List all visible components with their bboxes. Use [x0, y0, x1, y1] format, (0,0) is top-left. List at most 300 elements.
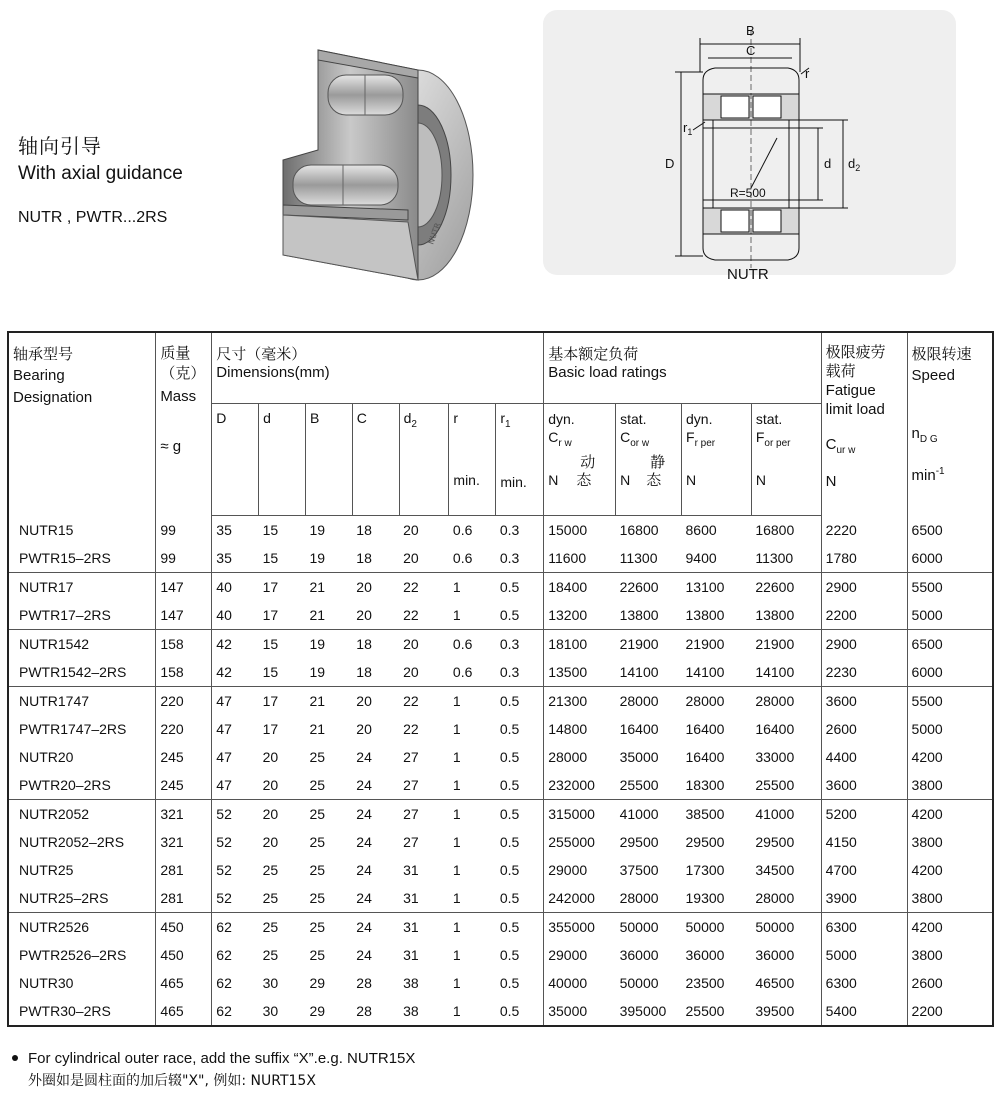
cell-d2: 31: [403, 890, 419, 906]
cell-mass: 465: [156, 997, 212, 1026]
cell-b: 25: [309, 777, 326, 793]
cell-d: 52: [212, 856, 259, 884]
cell-ndg: 3800: [907, 771, 993, 800]
cell-frper: 13100: [682, 573, 752, 602]
table-row: [8, 828, 993, 856]
table-row: [8, 743, 993, 771]
cell-crw: 11600: [544, 544, 616, 573]
cell-mass: 220: [156, 687, 212, 716]
col-d: d: [259, 404, 306, 516]
cell-d2: 22: [399, 573, 449, 602]
fatigue-header: 极限疲劳 载荷 Fatigue limit load $C_{ur w}$ N: [821, 332, 907, 516]
cell-r1: 0.5: [499, 862, 520, 878]
cell-c: 18: [356, 522, 372, 538]
cell-designation: NUTR1542: [8, 630, 156, 659]
cell-d: 47: [212, 715, 259, 743]
cell-corw: 35000: [619, 749, 659, 765]
cell-designation: NUTR1747: [8, 687, 156, 716]
cell-curw: 3600: [821, 771, 907, 800]
cell-c: 20: [352, 687, 399, 716]
cell-designation: NUTR17: [8, 573, 156, 602]
cell-forper: 36000: [755, 947, 795, 963]
col-Forper: stat. $F_{or per}$ N: [751, 404, 821, 516]
cell-r1: 0.5: [499, 607, 520, 623]
cell-designation: NUTR25–2RS: [19, 890, 109, 906]
cell-corw: 50000: [619, 975, 659, 991]
cell-d2: 22: [403, 607, 419, 623]
label-C: C: [746, 43, 756, 58]
photo-marking: NUTR: [426, 221, 443, 246]
cell-r: 1: [452, 890, 461, 906]
col-D: D: [212, 404, 259, 516]
cell-curw: 1780: [821, 544, 907, 573]
cell-forper: 14100: [755, 664, 795, 680]
cell-r: 1: [452, 721, 461, 737]
cell-crw: 232000: [544, 771, 616, 800]
cell-d2: 27: [403, 834, 419, 850]
cell-r: 1: [449, 913, 496, 942]
cell-d: 17: [259, 573, 306, 602]
cell-d: 15: [262, 522, 279, 538]
cell-r1: 0.5: [496, 913, 544, 942]
cell-r1: 0.5: [499, 749, 520, 765]
cell-c: 24: [356, 777, 372, 793]
cell-designation: NUTR30: [19, 975, 74, 991]
cell-r: 1: [452, 607, 461, 623]
cell-d2: 20: [403, 522, 419, 538]
cell-curw: 6300: [821, 969, 907, 997]
label-r: r: [805, 66, 810, 81]
table-row: [8, 800, 993, 829]
cell-mass: 465: [156, 969, 212, 997]
cell-d: 25: [259, 913, 306, 942]
cell-forper: 11300: [755, 550, 794, 566]
cell-b: 19: [305, 630, 352, 659]
cell-designation: NUTR2052: [8, 800, 156, 829]
cell-b: 21: [305, 687, 352, 716]
cell-c: 24: [356, 834, 372, 850]
cell-forper: 13800: [755, 607, 795, 623]
label-D: D: [665, 156, 675, 171]
cell-ndg: 4200: [907, 743, 993, 771]
cell-d: 62: [212, 997, 259, 1026]
label-d2: $d_2$: [848, 156, 861, 173]
cell-forper: 25500: [755, 777, 795, 793]
cell-designation: NUTR20: [19, 749, 74, 765]
cell-corw: 50000: [616, 913, 682, 942]
label-R500: R=500: [730, 186, 766, 200]
cell-r1: 0.5: [499, 1003, 520, 1019]
cell-forper: 28000: [755, 890, 795, 906]
cell-r: 1: [452, 975, 461, 991]
cell-mass: 321: [156, 828, 212, 856]
cell-c: 28: [356, 1003, 372, 1019]
cell-corw: 41000: [616, 800, 682, 829]
cell-r1: 0.5: [499, 721, 520, 737]
cell-d: 52: [212, 884, 259, 913]
cell-d2: 22: [399, 687, 449, 716]
cell-d: 15: [262, 550, 279, 566]
cell-forper: 28000: [751, 687, 821, 716]
cell-b: 25: [309, 890, 326, 906]
cell-b: 25: [309, 749, 326, 765]
cell-mass: 281: [156, 884, 212, 913]
table-row: [8, 658, 993, 687]
cell-b: 25: [309, 834, 326, 850]
cell-r: 1: [449, 687, 496, 716]
cell-frper: 16400: [685, 721, 725, 737]
cell-frper: 23500: [685, 975, 725, 991]
cell-mass: 158: [156, 630, 212, 659]
table-row: [8, 997, 993, 1026]
cell-curw: 3900: [821, 884, 907, 913]
cell-corw: 395000: [619, 1003, 667, 1019]
cell-designation: PWTR17–2RS: [19, 607, 111, 623]
cell-ndg: 4200: [907, 856, 993, 884]
cell-frper: 16400: [685, 749, 725, 765]
designation-header: 轴承型号 Bearing Designation: [13, 345, 93, 406]
cell-ndg: 6000: [907, 544, 993, 573]
cell-ndg: 6500: [907, 630, 993, 659]
cell-mass: 220: [156, 715, 212, 743]
cell-d: 17: [262, 721, 279, 737]
cell-curw: 2900: [821, 630, 907, 659]
cell-c: 24: [352, 913, 399, 942]
cell-r: 1: [452, 749, 461, 765]
cell-corw: 28000: [619, 890, 659, 906]
cell-crw: 242000: [544, 884, 616, 913]
cell-crw: 29000: [544, 941, 616, 969]
col-d2: $d_2$: [399, 404, 449, 516]
footnote: [10, 1048, 415, 1092]
table-row: [8, 913, 993, 942]
cell-d: 20: [262, 749, 279, 765]
cell-curw: 2220: [821, 516, 907, 545]
cell-designation: PWTR1747–2RS: [19, 721, 127, 737]
cell-d2: 20: [403, 664, 419, 680]
title-en: With axial guidance: [18, 163, 183, 184]
cell-mass: 99: [156, 516, 212, 545]
cell-c: 18: [356, 664, 372, 680]
cell-ndg: 3800: [907, 828, 993, 856]
cell-designation: PWTR1542–2RS: [19, 664, 127, 680]
cell-crw: 13500: [544, 658, 616, 687]
cell-r: 0.6: [452, 522, 473, 538]
cell-b: 25: [309, 862, 326, 878]
cell-d: 15: [259, 630, 306, 659]
cell-curw: 2600: [821, 715, 907, 743]
cell-forper: 16800: [755, 522, 795, 538]
cell-forper: 16400: [755, 721, 795, 737]
cell-curw: 3600: [821, 687, 907, 716]
cell-corw: 37500: [619, 862, 659, 878]
cell-r1: 0.5: [496, 687, 544, 716]
cell-b: 25: [309, 947, 326, 963]
cell-d: 35: [212, 516, 259, 545]
table-row: [8, 941, 993, 969]
cell-r1: 0.5: [499, 975, 520, 991]
cell-mass: 147: [156, 573, 212, 602]
cell-d: 62: [212, 941, 259, 969]
cell-designation: PWTR20–2RS: [19, 777, 111, 793]
cell-c: 24: [356, 890, 372, 906]
cell-corw: 28000: [616, 687, 682, 716]
cell-r: 1: [452, 777, 461, 793]
cell-forper: 50000: [751, 913, 821, 942]
cell-d2: 31: [399, 913, 449, 942]
mass-header: 质量 （克） Mass ≈ g: [156, 332, 212, 516]
cell-r: 0.6: [449, 630, 496, 659]
cell-r1: 0.5: [499, 947, 520, 963]
bullet-icon: [12, 1055, 18, 1061]
cell-c: 20: [356, 607, 372, 623]
cell-corw: 14100: [619, 664, 659, 680]
cell-mass: 158: [156, 658, 212, 687]
cell-d2: 27: [403, 749, 419, 765]
cell-mass: 147: [156, 601, 212, 630]
cell-curw: 5000: [821, 941, 907, 969]
drawing-caption: NUTR: [727, 266, 769, 283]
cell-d: 52: [212, 800, 259, 829]
table-row: [8, 856, 993, 884]
cell-d: 42: [212, 658, 259, 687]
cell-d: 17: [262, 607, 279, 623]
cell-forper: 33000: [755, 749, 795, 765]
cell-crw: 21300: [544, 687, 616, 716]
cell-d: 15: [262, 664, 279, 680]
col-B: B: [305, 404, 352, 516]
col-C: C: [352, 404, 399, 516]
cell-r1: 0.5: [499, 777, 520, 793]
header-row-1: [8, 332, 993, 404]
cell-crw: 18100: [544, 630, 616, 659]
cell-b: 21: [309, 607, 326, 623]
cell-corw: 22600: [616, 573, 682, 602]
cell-forper: 34500: [755, 862, 795, 878]
cell-designation: NUTR2526: [8, 913, 156, 942]
col-Corw: stat. $C_{or w}$ 静 N 态: [616, 404, 682, 516]
cell-d2: 20: [403, 550, 419, 566]
note-en: For cylindrical outer race, add the suffix “X”.e.g. NUTR15X: [28, 1050, 416, 1067]
table-row: [8, 687, 993, 716]
cell-designation: NUTR2052–2RS: [19, 834, 125, 850]
cell-crw: 18400: [544, 573, 616, 602]
cell-ndg: 3800: [907, 941, 993, 969]
cell-corw: 16800: [619, 522, 659, 538]
cell-b: 19: [309, 664, 326, 680]
cell-crw: 13200: [544, 601, 616, 630]
cell-d: 20: [259, 800, 306, 829]
cell-curw: 5400: [821, 997, 907, 1026]
cell-d2: 31: [403, 947, 419, 963]
cell-ndg: 5000: [907, 601, 993, 630]
cell-ndg: 3800: [907, 884, 993, 913]
cell-ndg: 2200: [907, 997, 993, 1026]
cell-forper: 29500: [755, 834, 795, 850]
cell-curw: 2900: [821, 573, 907, 602]
cell-d: 47: [212, 771, 259, 800]
table-row: [8, 573, 993, 602]
cell-mass: 99: [156, 544, 212, 573]
label-r1: $r_1$: [683, 120, 693, 137]
cell-corw: 16400: [619, 721, 659, 737]
cell-r: 1: [449, 800, 496, 829]
title-cn: 轴向引导: [18, 134, 102, 158]
table-row: [8, 771, 993, 800]
cell-ndg: 4200: [907, 913, 993, 942]
cell-mass: 450: [156, 941, 212, 969]
cell-corw: 21900: [616, 630, 682, 659]
cell-r1: 0.3: [499, 550, 520, 566]
cell-crw: 14800: [544, 715, 616, 743]
table-row: [8, 516, 993, 545]
bearing-cutaway-illustration: [268, 40, 478, 290]
cell-designation: PWTR2526–2RS: [19, 947, 127, 963]
cell-crw: 315000: [544, 800, 616, 829]
cell-r: 1: [452, 834, 461, 850]
cell-c: 28: [356, 975, 372, 991]
cell-c: 20: [352, 573, 399, 602]
cell-frper: 21900: [682, 630, 752, 659]
cell-r: 1: [452, 862, 461, 878]
cell-mass: 245: [156, 743, 212, 771]
cell-r: 1: [449, 573, 496, 602]
col-r: r min.: [449, 404, 496, 516]
cell-d2: 38: [403, 975, 419, 991]
cell-b: 21: [305, 573, 352, 602]
cell-designation: NUTR25: [19, 862, 74, 878]
cell-crw: 40000: [544, 969, 616, 997]
cell-forper: 39500: [755, 1003, 795, 1019]
cell-d: 30: [262, 1003, 279, 1019]
cell-d: 25: [262, 862, 279, 878]
cell-d: 17: [259, 687, 306, 716]
cell-ndg: 5500: [907, 687, 993, 716]
cell-d: 40: [212, 601, 259, 630]
cell-crw: 29000: [544, 856, 616, 884]
cell-crw: 35000: [544, 997, 616, 1026]
cell-crw: 15000: [544, 516, 616, 545]
cell-r: 0.6: [452, 664, 473, 680]
table-row: [8, 601, 993, 630]
cell-corw: 13800: [619, 607, 659, 623]
cell-c: 24: [352, 800, 399, 829]
bearing-spec-table: [7, 331, 994, 1027]
cell-ndg: 5000: [907, 715, 993, 743]
cell-mass: 245: [156, 771, 212, 800]
cell-d2: 22: [403, 721, 419, 737]
cell-b: 25: [305, 913, 352, 942]
cell-frper: 19300: [685, 890, 725, 906]
cell-corw: 29500: [619, 834, 659, 850]
cell-curw: 2230: [821, 658, 907, 687]
type-list: NUTR , PWTR...2RS: [18, 209, 168, 226]
cell-mass: 450: [156, 913, 212, 942]
cell-mass: 321: [156, 800, 212, 829]
cell-crw: 28000: [544, 743, 616, 771]
table-row: [8, 884, 993, 913]
cell-r1: 0.5: [499, 834, 520, 850]
cell-b: 25: [305, 800, 352, 829]
cell-d: 30: [262, 975, 279, 991]
cell-r1: 0.5: [496, 573, 544, 602]
cell-corw: 25500: [619, 777, 659, 793]
cell-d2: 27: [399, 800, 449, 829]
cell-frper: 50000: [682, 913, 752, 942]
cell-b: 29: [309, 975, 326, 991]
cell-frper: 29500: [685, 834, 725, 850]
cell-ndg: 6000: [907, 658, 993, 687]
cell-curw: 4150: [821, 828, 907, 856]
cell-frper: 17300: [685, 862, 725, 878]
cell-r: 0.6: [452, 550, 473, 566]
cell-r1: 0.5: [499, 890, 520, 906]
col-Crw: dyn. $C_{r w}$ 动 N 态: [544, 404, 616, 516]
cell-d: 52: [212, 828, 259, 856]
dimensions-header: 尺寸（毫米） Dimensions(mm): [212, 332, 544, 404]
cell-d: 25: [262, 890, 279, 906]
cell-c: 24: [356, 947, 372, 963]
note-cn: 外圈如是圆柱面的加后辍"X", 例如: NURT15X: [28, 1073, 316, 1089]
cell-curw: 6300: [821, 913, 907, 942]
cell-c: 18: [352, 630, 399, 659]
cell-designation: PWTR15–2RS: [19, 550, 111, 566]
cell-b: 19: [309, 522, 326, 538]
label-B: B: [746, 23, 755, 38]
cell-ndg: 2600: [907, 969, 993, 997]
cell-d2: 38: [403, 1003, 419, 1019]
cell-frper: 13800: [685, 607, 725, 623]
table-row: [8, 544, 993, 573]
cell-r: 1: [452, 1003, 461, 1019]
cell-d: 62: [212, 913, 259, 942]
cell-c: 24: [356, 749, 372, 765]
cell-frper: 9400: [685, 550, 717, 566]
cell-crw: 255000: [544, 828, 616, 856]
cell-ndg: 4200: [907, 800, 993, 829]
cell-curw: 4700: [821, 856, 907, 884]
cell-r1: 0.3: [499, 522, 520, 538]
load-ratings-header: 基本额定负荷 Basic load ratings: [544, 332, 821, 404]
nutr-section-drawing: [543, 10, 956, 275]
cell-r1: 0.5: [496, 800, 544, 829]
cell-corw: 36000: [619, 947, 659, 963]
cell-crw: 355000: [544, 913, 616, 942]
cell-frper: 14100: [685, 664, 725, 680]
cell-designation: NUTR15: [19, 521, 74, 538]
cell-d: 20: [262, 777, 279, 793]
cell-frper: 8600: [685, 522, 717, 538]
cell-frper: 38500: [682, 800, 752, 829]
cell-mass: 281: [156, 856, 212, 884]
cell-c: 20: [356, 721, 372, 737]
cell-d: 62: [212, 969, 259, 997]
table-row: [8, 969, 993, 997]
cell-c: 24: [356, 862, 372, 878]
col-r1: $r_1$ min.: [496, 404, 544, 516]
technical-drawing-panel: [543, 10, 956, 275]
cell-ndg: 5500: [907, 573, 993, 602]
cell-b: 21: [309, 721, 326, 737]
product-header: [18, 130, 183, 227]
cell-d: 40: [212, 573, 259, 602]
speed-header: 极限转速 Speed $n_{D G}$ $\min^{-1}$: [907, 332, 993, 516]
cell-c: 18: [356, 550, 372, 566]
cell-curw: 4400: [821, 743, 907, 771]
cell-b: 29: [309, 1003, 326, 1019]
cell-forper: 21900: [751, 630, 821, 659]
cell-d2: 20: [399, 630, 449, 659]
